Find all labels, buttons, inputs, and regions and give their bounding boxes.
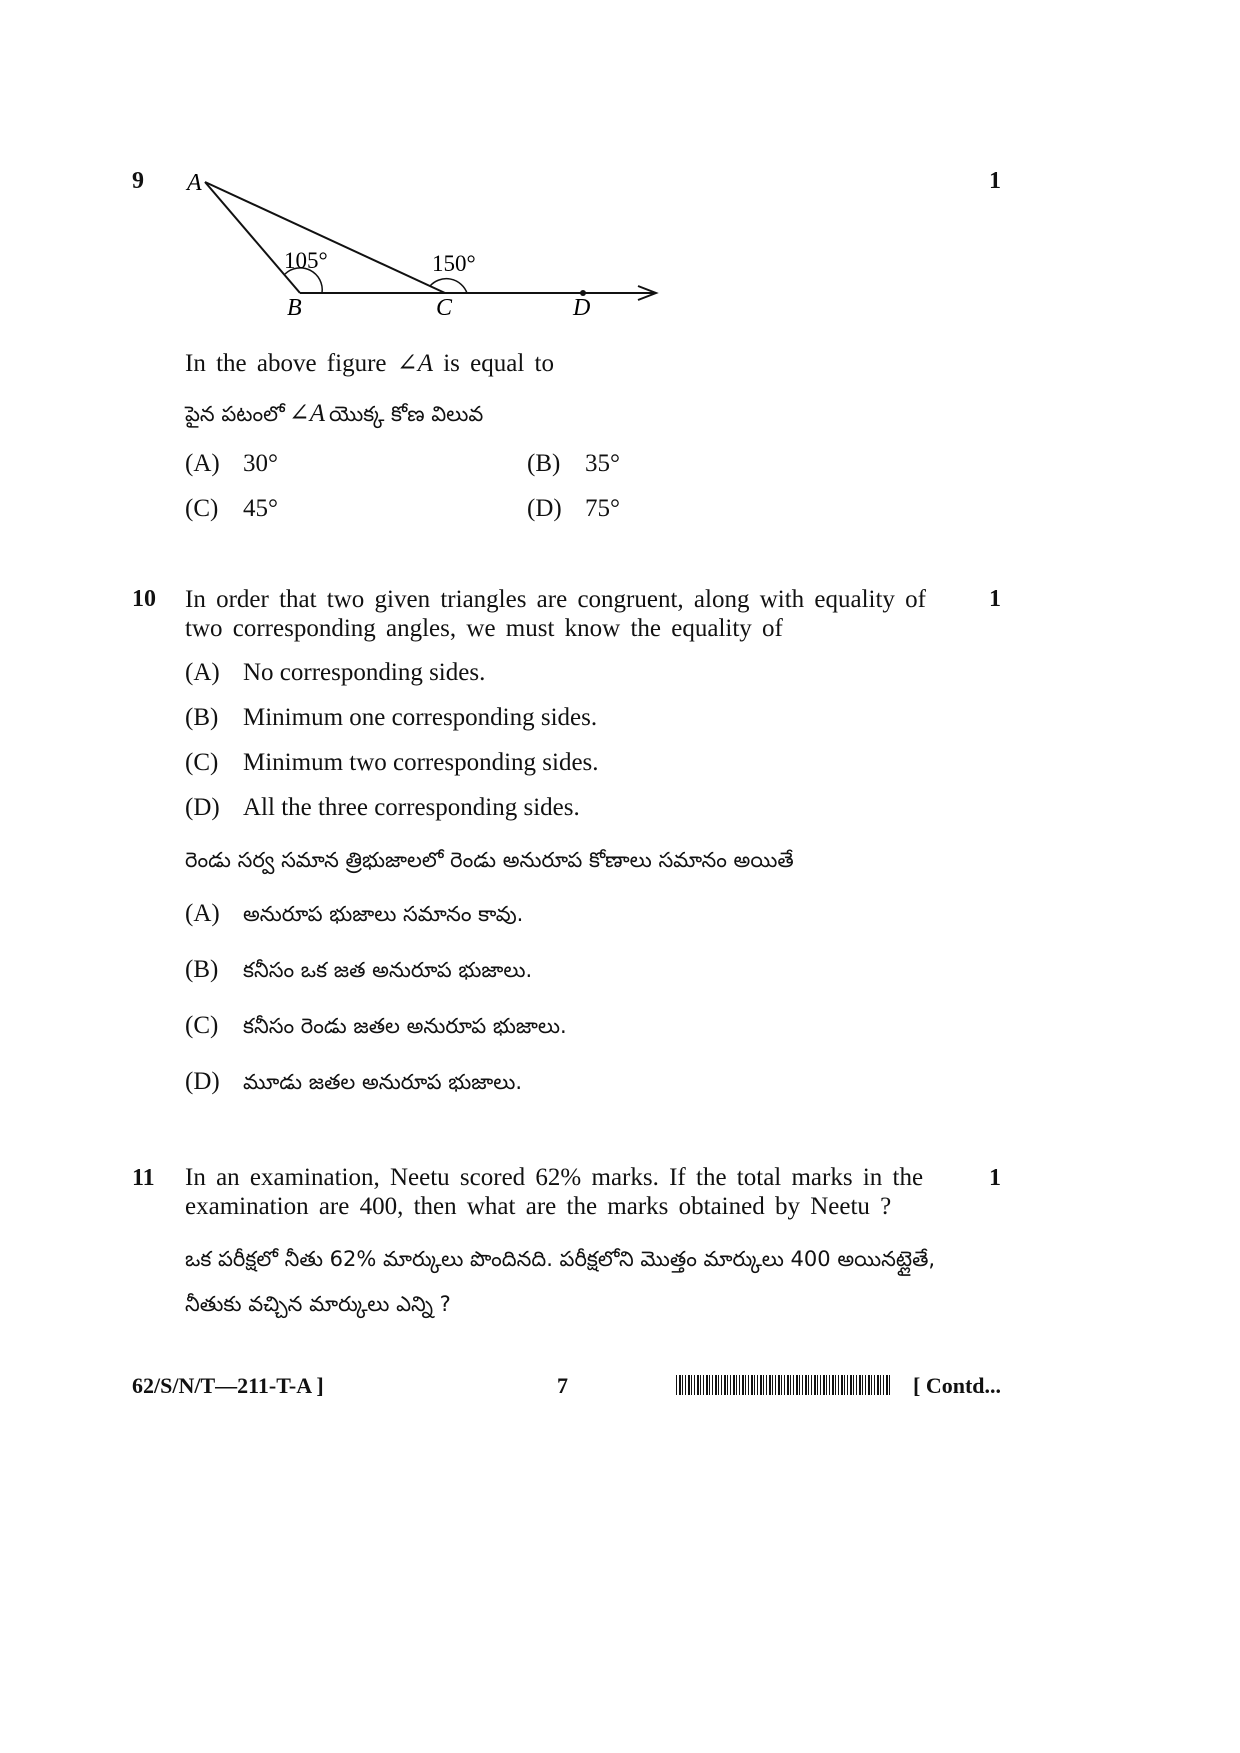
q10-option-d-te xyxy=(185,1068,522,1100)
contd-label: [ Contd... xyxy=(913,1373,1002,1398)
label-a: A xyxy=(187,170,202,196)
option-value: All the three corresponding sides. xyxy=(243,794,580,821)
q9-option-b xyxy=(527,450,620,478)
angle-b-value: 105° xyxy=(284,248,328,273)
question-9-marks: 1 xyxy=(989,168,1001,194)
option-label: (C) xyxy=(185,1012,219,1039)
label-b: B xyxy=(287,295,302,321)
q9-en-prefix: In the above figure xyxy=(185,350,387,377)
q9-te-prefix: పైన పటంలో xyxy=(185,402,285,426)
q10-option-a-en xyxy=(185,659,485,687)
option-label: (A) xyxy=(185,900,220,927)
option-label: (B) xyxy=(185,704,219,731)
q10-option-d-en xyxy=(185,794,580,822)
option-label: (B) xyxy=(185,956,219,983)
side-ac xyxy=(205,182,445,293)
option-value: Minimum one corresponding sides. xyxy=(243,704,598,731)
option-label: (D) xyxy=(185,794,220,821)
option-value: 30° xyxy=(243,450,278,477)
angle-c-value: 150° xyxy=(432,251,476,276)
option-value: Minimum two corresponding sides. xyxy=(243,749,599,776)
angle-a-symbol-te: ∠A xyxy=(288,400,325,427)
label-c: C xyxy=(436,295,453,321)
angle-c-arc xyxy=(430,279,467,293)
option-label: (C) xyxy=(185,749,219,776)
q10-option-b-te xyxy=(185,956,532,988)
question-11-number: 11 xyxy=(132,1165,155,1191)
option-value: కనీసం రెండు జతల అనురూప భుజాలు. xyxy=(243,1014,567,1038)
option-value: అనురూప భుజాలు సమానం కావు. xyxy=(243,902,524,926)
side-ab xyxy=(205,182,300,293)
option-label: (C) xyxy=(185,495,219,522)
q10-en-line1: In order that two given triangles are congruent, along with equality of xyxy=(185,586,927,613)
question-9-text-en xyxy=(185,348,554,380)
option-value: 35° xyxy=(585,450,620,477)
q9-option-d xyxy=(527,495,620,523)
question-10-marks: 1 xyxy=(989,586,1001,612)
label-d: D xyxy=(573,295,591,321)
q11-te-line2: నీతుకు వచ్చిన మార్కులు ఎన్ని ? xyxy=(185,1292,451,1316)
question-11-marks: 1 xyxy=(989,1165,1001,1191)
option-value: No corresponding sides. xyxy=(243,659,486,686)
page-number: 7 xyxy=(557,1373,568,1398)
q9-option-c xyxy=(185,495,278,523)
q11-en-line2: examination are 400, then what are the marks obtained by Neetu ? xyxy=(185,1193,892,1220)
q10-option-a-te xyxy=(185,900,523,932)
q10-option-c-te xyxy=(185,1012,567,1044)
q9-en-suffix: is equal to xyxy=(443,350,554,377)
option-label: (D) xyxy=(185,1068,220,1095)
option-value: మూడు జతల అనురూప భుజాలు. xyxy=(243,1070,523,1094)
q10-option-c-en xyxy=(185,749,599,777)
q10-te-question: రెండు సర్వ సమాన త్రిభుజాలలో రెండు అనురూప కోణాలు సమానం అయితే xyxy=(185,848,794,872)
question-9-number: 9 xyxy=(132,168,144,194)
paper-code: 62/S/N/T—211-T-A ] xyxy=(132,1373,324,1398)
triangle-figure xyxy=(180,160,680,330)
q10-option-b-en xyxy=(185,704,597,732)
q9-te-suffix: యొక్క కోణ విలువ xyxy=(328,402,484,426)
barcode xyxy=(676,1375,890,1395)
option-value: కనీసం ఒక జత అనురూప భుజాలు. xyxy=(243,958,533,982)
q11-te-line1: ఒక పరీక్షలో నీతు 62% మార్కులు పొందినది. పరీక్షలోని మొత్తం మార్కులు 400 అయినట్లైతే, xyxy=(185,1247,936,1271)
option-label: (D) xyxy=(527,495,562,522)
question-10-number: 10 xyxy=(132,586,156,612)
option-label: (A) xyxy=(185,659,220,686)
angle-a-symbol: ∠A xyxy=(396,350,433,377)
q10-en-line2: two corresponding angles, we must know the equality of xyxy=(185,615,783,642)
option-label: (A) xyxy=(185,450,220,477)
option-value: 75° xyxy=(585,495,620,522)
q9-option-a xyxy=(185,450,278,478)
question-9-text-te xyxy=(185,398,483,430)
option-value: 45° xyxy=(243,495,278,522)
option-label: (B) xyxy=(527,450,561,477)
q11-en-line1: In an examination, Neetu scored 62% marks. If the total marks in the xyxy=(185,1164,924,1191)
